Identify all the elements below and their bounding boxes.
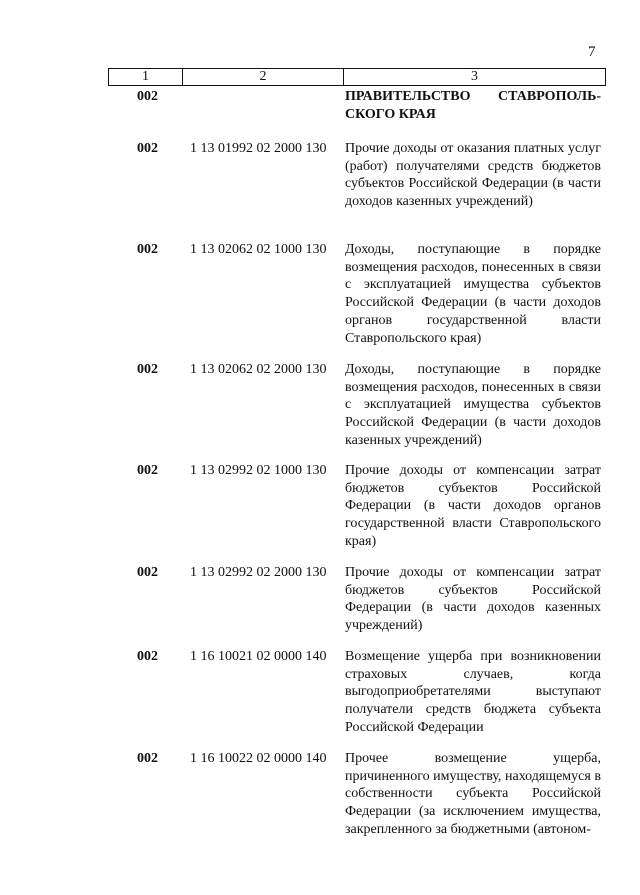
table-cell-revenue-code: 1 13 02992 02 1000 130 bbox=[190, 463, 327, 478]
table-cell-description: ПРАВИТЕЛЬСТВО СТАВРОПОЛЬ-СКОГО КРАЯ bbox=[345, 89, 601, 122]
column-header-1: 1 bbox=[142, 69, 149, 84]
column-header-2: 2 bbox=[182, 69, 343, 85]
table-cell-revenue-code: 1 13 01992 02 2000 130 bbox=[190, 141, 327, 156]
column-header-3: 3 bbox=[343, 69, 605, 85]
table-cell-revenue-code: 1 13 02992 02 2000 130 bbox=[190, 565, 327, 580]
table-header-row bbox=[108, 68, 606, 86]
table-cell-agency-code: 002 bbox=[137, 751, 158, 766]
table-cell-agency-code: 002 bbox=[137, 242, 158, 257]
table-cell-description: Доходы, поступающие в порядке возмещения расходов, понесенных в связи с эксплуатацией имущества субъектов Российской Федерации (в части доходов органов государственной власти Ставропольского края) bbox=[345, 242, 601, 346]
table-cell-agency-code: 002 bbox=[137, 89, 158, 104]
table-cell-description: Возмещение ущерба при возникновении страховых случаев, когда выгодоприобретателями выступают получатели средств бюджета субъекта Российской Федерации bbox=[345, 649, 601, 735]
table-cell-description: Доходы, поступающие в порядке возмещения расходов, понесенных в связи с эксплуатацией имущества субъектов Российской Федерации (в части доходов казенных учреждений) bbox=[345, 362, 601, 448]
table-cell-agency-code: 002 bbox=[137, 362, 158, 377]
table-cell-agency-code: 002 bbox=[137, 141, 158, 156]
table-cell-revenue-code: 1 16 10021 02 0000 140 bbox=[190, 649, 327, 664]
table-cell-revenue-code: 1 13 02062 02 1000 130 bbox=[190, 242, 327, 257]
table-cell-revenue-code: 1 13 02062 02 2000 130 bbox=[190, 362, 327, 377]
table-cell-description: Прочие доходы от компенсации затрат бюджетов субъектов Российской Федерации (в части доходов органов государственной власти Ставропольского края) bbox=[345, 463, 601, 549]
table-cell-description: Прочие доходы от оказания платных услуг (работ) получателями средств бюджетов субъектов Российской Федерации (в части доходов казенных учреждений) bbox=[345, 141, 601, 210]
table-cell-agency-code: 002 bbox=[137, 565, 158, 580]
table-cell-revenue-code: 1 16 10022 02 0000 140 bbox=[190, 751, 327, 766]
page-number: 7 bbox=[588, 44, 596, 60]
table-cell-agency-code: 002 bbox=[137, 463, 158, 478]
table-cell-description: Прочие доходы от компенсации затрат бюджетов субъектов Российской Федерации (в части доходов казенных учреждений) bbox=[345, 565, 601, 634]
table-cell-description: Прочее возмещение ущерба, причиненного имуществу, находящемуся в собственности субъекта Российской Федерации (за исключением имущества, закрепленного за бюджетными (автоном- bbox=[345, 751, 601, 837]
table-cell-agency-code: 002 bbox=[137, 649, 158, 664]
